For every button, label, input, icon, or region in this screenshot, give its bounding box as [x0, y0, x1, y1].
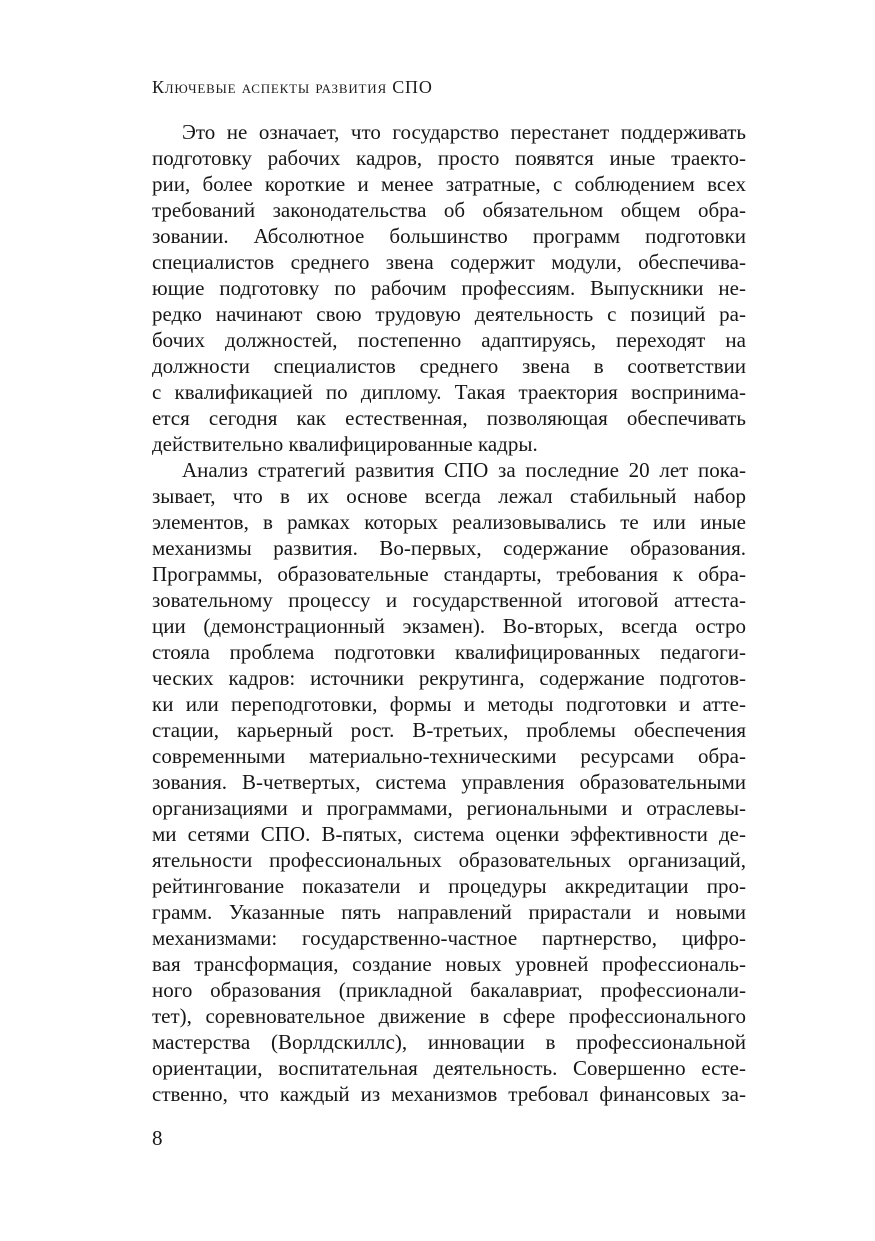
text-line: зывает, что в их основе всегда лежал стабильный набор — [152, 484, 746, 508]
text-line: ного образования (прикладной бакалавриат, профессионали- — [152, 978, 746, 1002]
text-line: ятельности профессиональных образовательных организаций, — [152, 848, 746, 872]
text-line: мастерства (Ворлдскиллс), инновации в профессиональной — [152, 1030, 746, 1054]
page-column — [152, 0, 746, 1107]
text-line: должности специалистов среднего звена в соответствии — [152, 354, 746, 378]
text-line: подготовку рабочих кадров, просто появятся иные траекто- — [152, 146, 746, 170]
paragraph — [152, 119, 746, 457]
text-line: рии, более короткие и менее затратные, с соблюдением всех — [152, 172, 746, 196]
text-line: рейтингование показатели и процедуры аккредитации про- — [152, 874, 746, 898]
text-line: Анализ стратегий развития СПО за последние 20 лет пока- — [182, 458, 746, 482]
text-line: редко начинают свою трудовую деятельность с позиций ра- — [152, 302, 746, 326]
text-line: элементов, в рамках которых реализовывались те или иные — [152, 510, 746, 534]
text-line: ции (демонстрационный экзамен). Во-вторых, всегда остро — [152, 614, 746, 638]
paragraph — [152, 457, 746, 1107]
text-line: организациями и программами, региональными и отраслевы- — [152, 796, 746, 820]
text-line: действительно квалифицированные кадры. — [152, 432, 538, 456]
text-line: ющие подготовку по рабочим профессиям. Выпускники не- — [152, 276, 746, 300]
text-line: механизмами: государственно-частное партнерство, цифро- — [152, 926, 746, 950]
text-line: грамм. Указанные пять направлений прирастали и новыми — [152, 900, 746, 924]
text-line: современными материально-техническими ресурсами обра- — [152, 744, 746, 768]
text-line: требований законодательства об обязательном общем обра- — [152, 198, 746, 222]
text-line: специалистов среднего звена содержит модули, обеспечива- — [152, 250, 746, 274]
text-line: ственно, что каждый из механизмов требовал финансовых за- — [152, 1082, 746, 1106]
text-line: ки или переподготовки, формы и методы подготовки и атте- — [152, 692, 746, 716]
text-line: тет), соревновательное движение в сфере профессионального — [152, 1004, 746, 1028]
text-line: стояла проблема подготовки квалифицированных педагоги- — [152, 640, 746, 664]
text-line: зовании. Абсолютное большинство программ подготовки — [152, 224, 746, 248]
text-line: вая трансформация, создание новых уровней профессиональ- — [152, 952, 746, 976]
text-line: с квалификацией по диплому. Такая траектория воспринима- — [152, 380, 746, 404]
text-line: стации, карьерный рост. В-третьих, проблемы обеспечения — [152, 718, 746, 742]
text-line: зовательному процессу и государственной итоговой аттеста- — [152, 588, 746, 612]
text-line: бочих должностей, постепенно адаптируясь, переходят на — [152, 328, 746, 352]
text-line: Это не означает, что государство перестанет поддерживать — [182, 120, 746, 144]
page-number: 8 — [152, 1126, 163, 1150]
running-header: Ключевые аспекты развития СПО — [152, 77, 433, 97]
body-text — [152, 119, 746, 1107]
text-line: Программы, образовательные стандарты, требования к обра- — [152, 562, 746, 586]
text-line: ми сетями СПО. В-пятых, система оценки эффективности де- — [152, 822, 746, 846]
text-line: зования. В-четвертых, система управления образовательными — [152, 770, 746, 794]
text-line: ется сегодня как естественная, позволяющая обеспечивать — [152, 406, 746, 430]
text-line: ориентации, воспитательная деятельность. Совершенно есте- — [152, 1056, 746, 1080]
text-line: механизмы развития. Во-первых, содержание образования. — [152, 536, 746, 560]
text-line: ческих кадров: источники рекрутинга, содержание подготов- — [152, 666, 746, 690]
